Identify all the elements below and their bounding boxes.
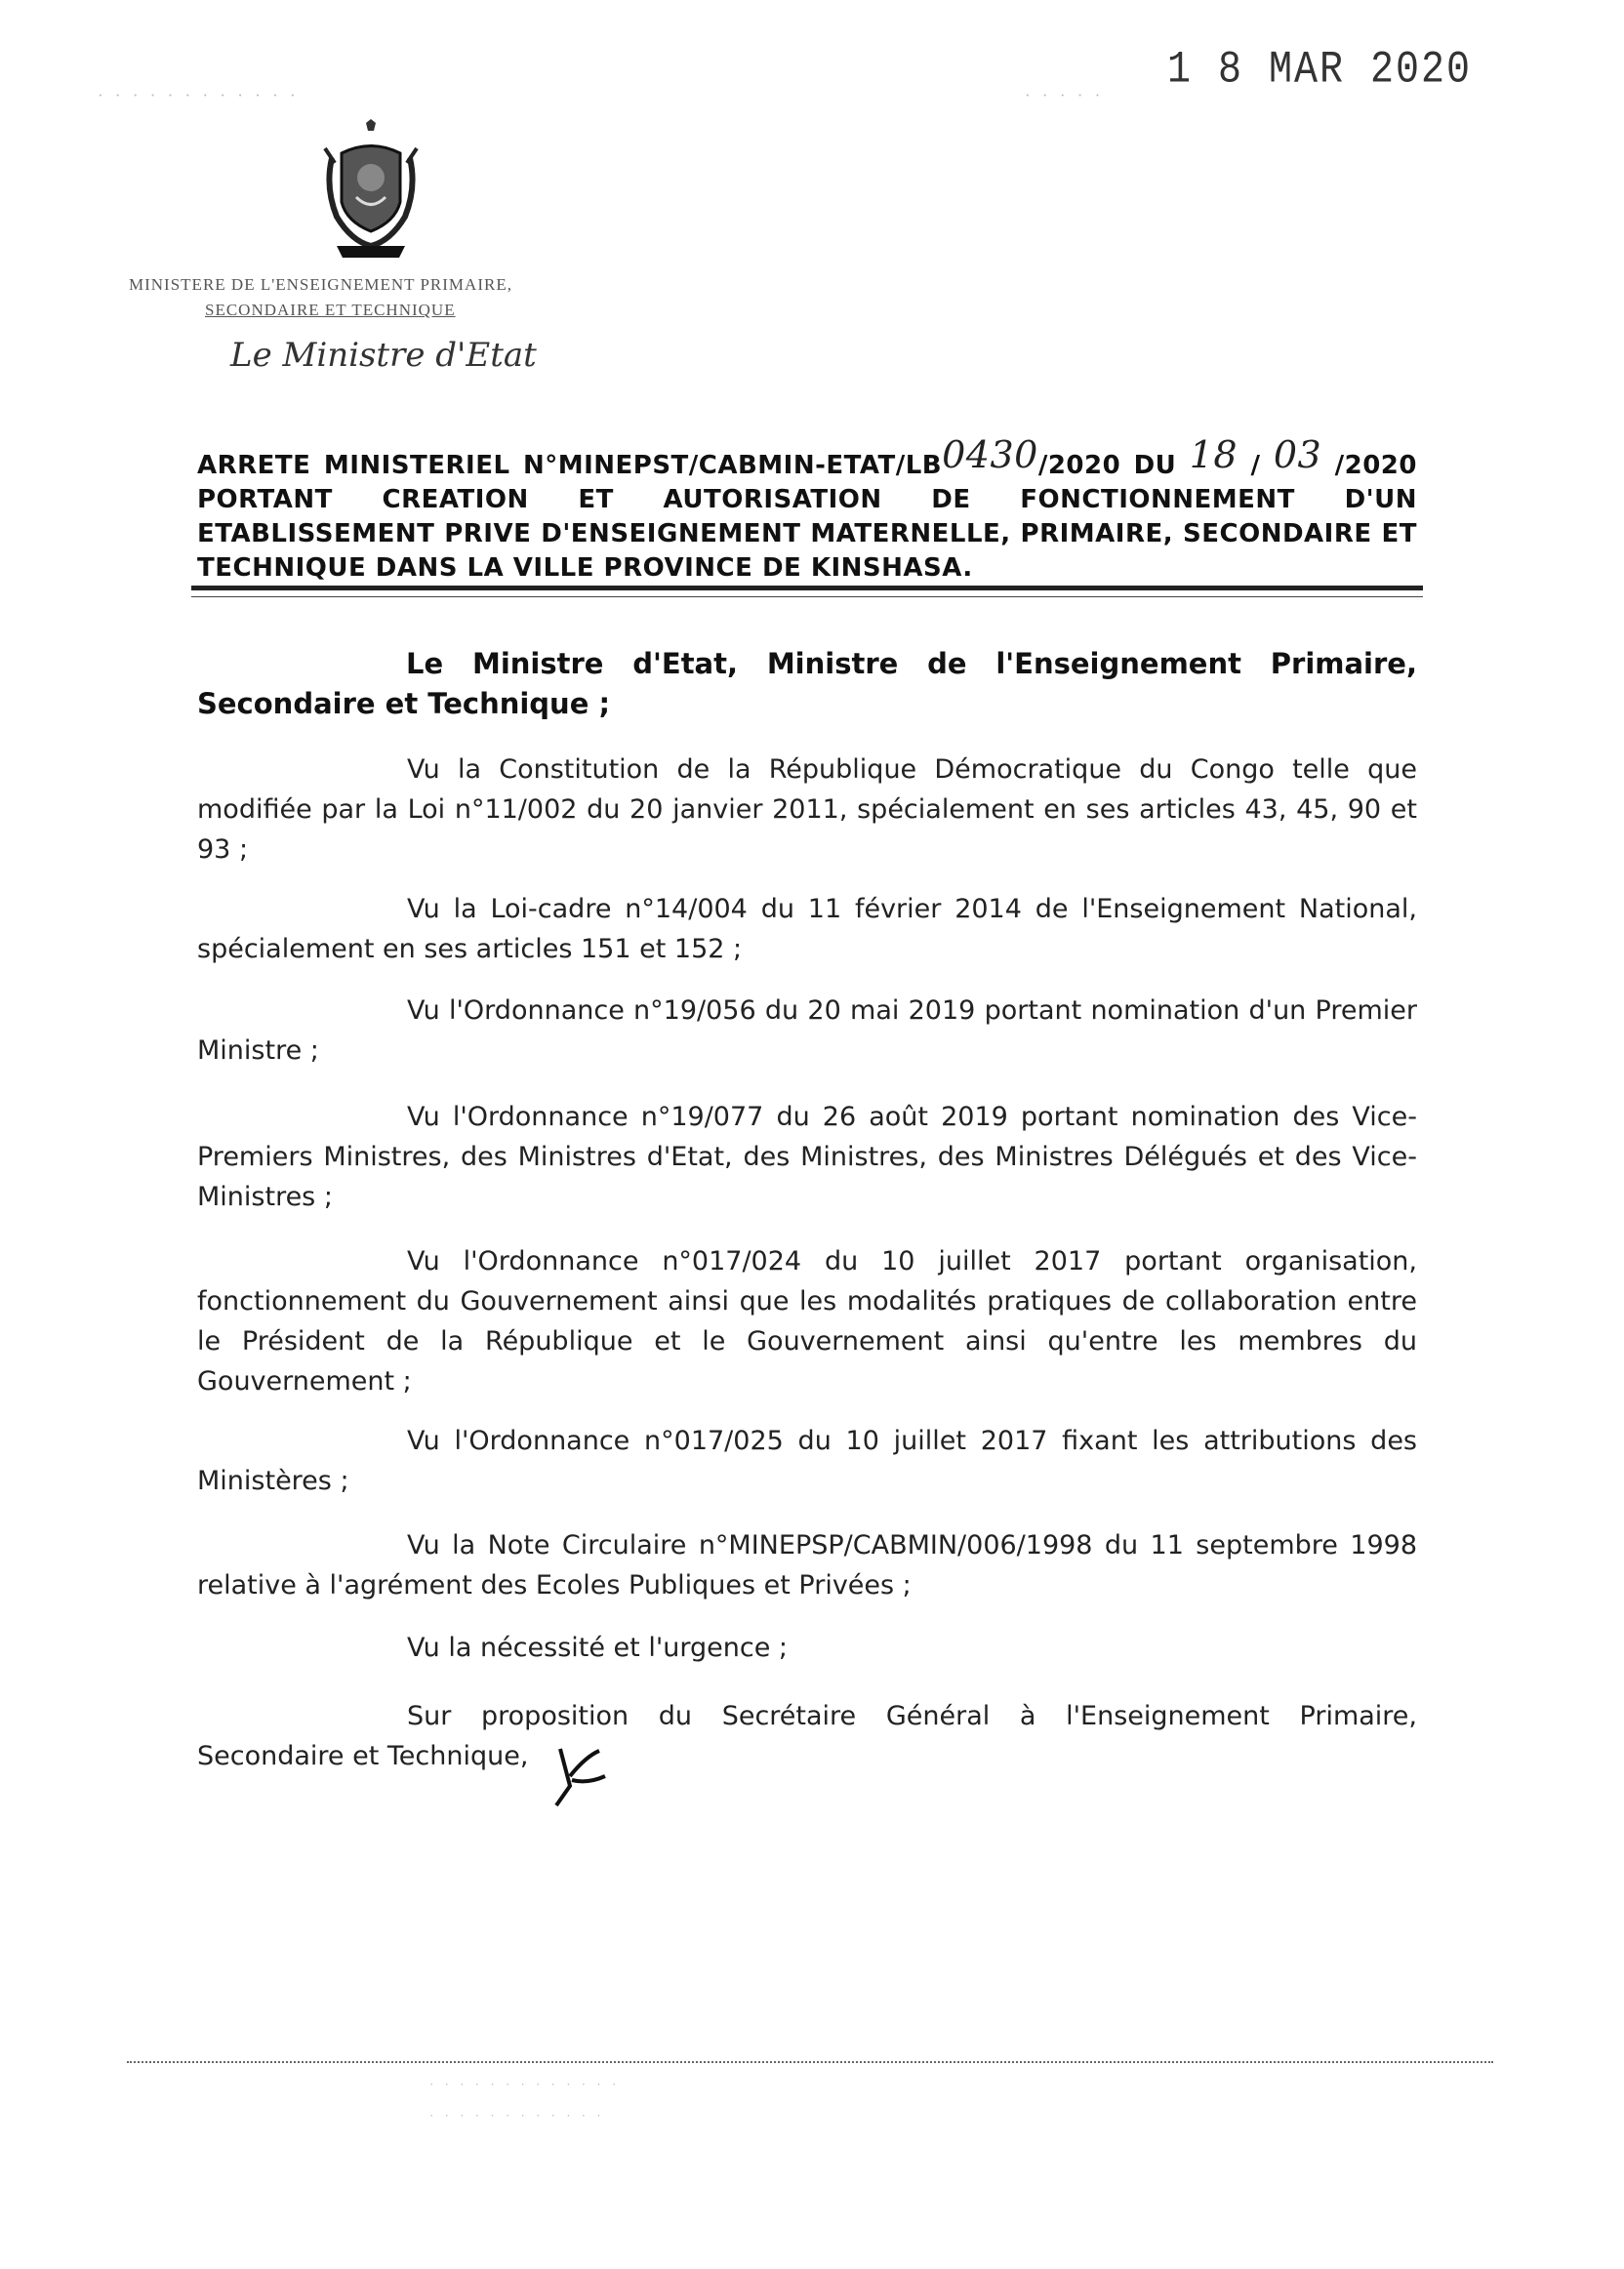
coat-of-arms-seal: [317, 119, 425, 265]
faint-header-text-right: · · · · ·: [1025, 86, 1105, 104]
consideration-ordonnance-premier-ministre: Vu l'Ordonnance n°19/056 du 20 mai 2019 portant nomination d'un Premier Ministre ;: [197, 995, 1417, 1066]
consideration-constitution: Vu la Constitution de la République Démocratique du Congo telle que modifiée par la Loi n°11/002 du 20 janvier 2011, spécialement en ses articles 43, 45, 90 et 93 ;: [197, 754, 1417, 865]
title-subject: PORTANT CREATION ET AUTORISATION DE FONCTIONNEMENT D'UN ETABLISSEMENT PRIVE D'ENSEIGNEMENT MATERNELLE, PRIMAIRE, SECONDAIRE ET TECHNIQUE DANS LA VILLE PROVINCE DE KINSHASA.: [197, 485, 1417, 583]
handwritten-day: 18: [1189, 433, 1238, 476]
footer-dotted-rule: [127, 2061, 1493, 2063]
title-year2: /2020: [1321, 451, 1417, 480]
minister-intro: Le Ministre d'Etat, Ministre de l'Enseignement Primaire, Secondaire et Technique ;: [197, 647, 1417, 720]
title-year: /2020 DU: [1037, 451, 1190, 480]
title-slash: /: [1238, 451, 1274, 480]
footer-faint-line2: · · · · · · · · · · · ·: [429, 2108, 605, 2123]
handwritten-initials: [548, 1737, 617, 1810]
faint-header-text: · · · · · · · · · · · ·: [98, 86, 300, 104]
title-rule-thin: [191, 596, 1423, 597]
title-prefix: ARRETE MINISTERIEL N°MINEPST/CABMIN-ETAT/LB: [197, 451, 943, 480]
consideration-proposition: Sur proposition du Secrétaire Général à l'Enseignement Primaire, Secondaire et Technique,: [197, 1701, 1417, 1771]
consideration-loi-cadre: Vu la Loi-cadre n°14/004 du 11 février 2014 de l'Enseignement National, spécialement en ses articles 151 et 152 ;: [197, 894, 1417, 964]
letterhead-ministry-line2: SECONDAIRE ET TECHNIQUE: [205, 301, 456, 319]
handwritten-month: 03: [1273, 433, 1322, 476]
document-title: [197, 433, 1417, 586]
footer-faint-line1: · · · · · · · · · · · · ·: [429, 2077, 621, 2091]
date-stamp: 1 8 MAR 2020: [1167, 45, 1473, 97]
letterhead-minister-title: Le Ministre d'Etat: [230, 336, 537, 375]
consideration-ordonnance-nomination: Vu l'Ordonnance n°19/077 du 26 août 2019 portant nomination des Vice-Premiers Ministres, des Ministres d'Etat, des Ministres, des Ministres Délégués et des Vice-Ministres ;: [197, 1102, 1417, 1212]
handwritten-order-number: 0430: [942, 433, 1038, 476]
consideration-ordonnance-organisation: Vu l'Ordonnance n°017/024 du 10 juillet 2017 portant organisation, fonctionnement du Gouvernement ainsi que les modalités pratiques de collaboration entre le Président de la République et le Gouvernement ainsi qu'entre les membres du Gouvernement ;: [197, 1246, 1417, 1397]
title-rule-thick: [191, 586, 1423, 590]
consideration-ordonnance-attributions: Vu l'Ordonnance n°017/025 du 10 juillet 2017 fixant les attributions des Ministères ;: [197, 1426, 1417, 1496]
consideration-note-circulaire: Vu la Note Circulaire n°MINEPSP/CABMIN/006/1998 du 11 septembre 1998 relative à l'agrément des Ecoles Publiques et Privées ;: [197, 1530, 1417, 1600]
letterhead-ministry-line1: MINISTERE DE L'ENSEIGNEMENT PRIMAIRE,: [129, 275, 512, 294]
consideration-urgence: Vu la nécessité et l'urgence ;: [407, 1633, 788, 1663]
